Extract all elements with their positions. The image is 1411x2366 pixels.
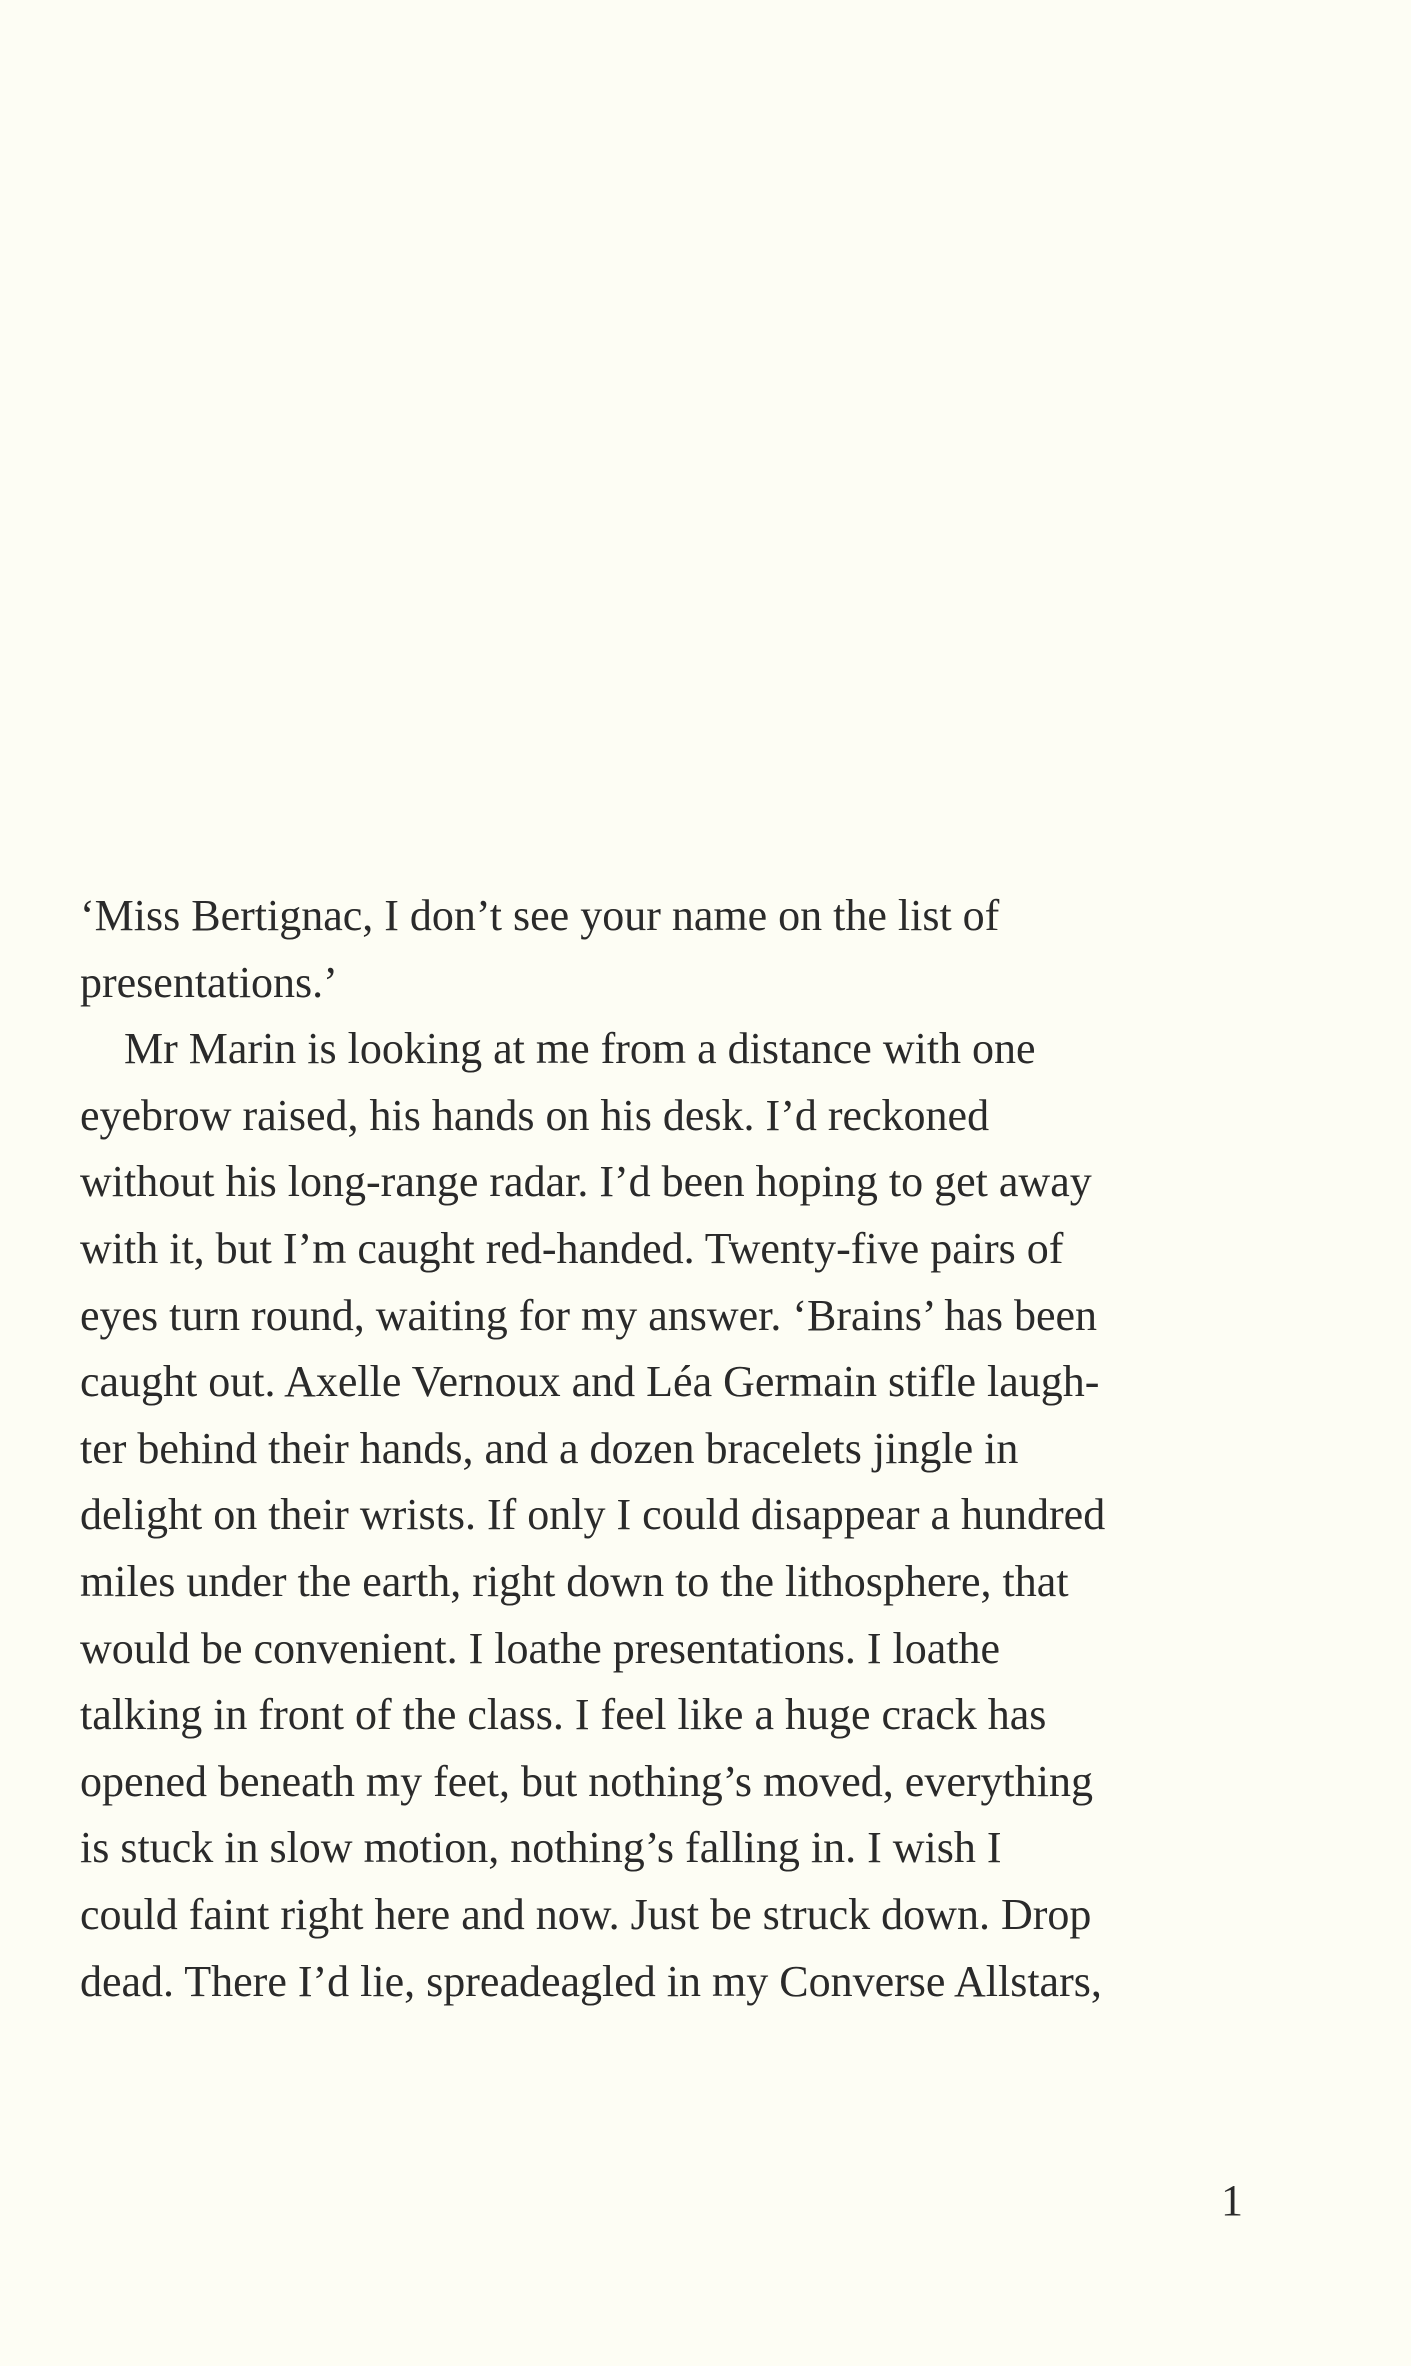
text-line: would be convenient. I loathe presentations. I loathe [80,1623,1001,1673]
text-line: caught out. Axelle Vernoux and Léa Germain stifle laugh- [80,1357,1100,1407]
text-line: dead. There I’d lie, spreadeagled in my Converse Allstars, [80,1956,1102,2006]
paragraph-2 [80,1016,1243,2015]
text-line: miles under the earth, right down to the lithosphere, that [80,1556,1069,1606]
text-line: delight on their wrists. If only I could disappear a hundred [80,1490,1106,1540]
text-line: opened beneath my feet, but nothing’s moved, everything [80,1756,1093,1806]
text-line: eyebrow raised, his hands on his desk. I’d reckoned [80,1090,990,1140]
text-line: talking in front of the class. I feel like a huge crack has [80,1690,1047,1740]
text-line: with it, but I’m caught red-handed. Twenty-five pairs of [80,1223,1064,1273]
text-line: ‘Miss Bertignac, I don’t see your name on the list of [80,891,1000,940]
text-line: is stuck in slow motion, nothing’s falling in. I wish I [80,1823,1002,1873]
text-line: ter behind their hands, and a dozen bracelets jingle in [80,1423,1019,1473]
text-line: without his long-range radar. I’d been hoping to get away [80,1157,1092,1207]
body-text [80,883,1243,2015]
text-line: Mr Marin is looking at me from a distance with one [124,1024,1036,1074]
text-line: eyes turn round, waiting for my answer. ‘Brains’ has been [80,1290,1098,1340]
text-line: presentations.’ [80,957,338,1007]
paragraph-1 [80,883,1243,1016]
page-number: 1 [1221,2176,1243,2225]
text-line: could faint right here and now. Just be struck down. Drop [80,1889,1092,1939]
